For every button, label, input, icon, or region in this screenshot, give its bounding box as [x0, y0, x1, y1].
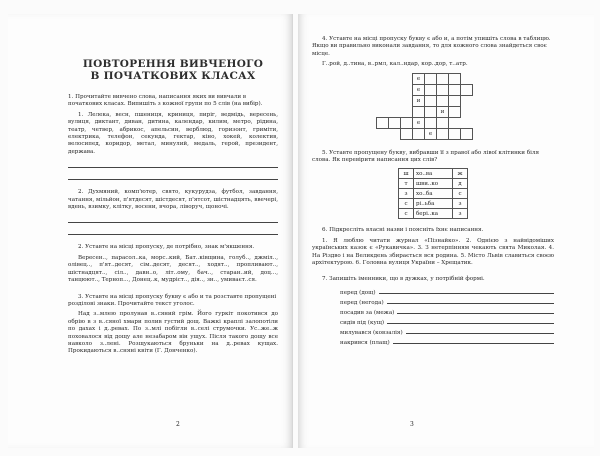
crossword-cell[interactable]: [449, 95, 461, 106]
answer-line[interactable]: [406, 327, 554, 334]
crossword-cell[interactable]: [389, 117, 401, 128]
word-cell: хо..ба: [414, 189, 453, 199]
crossword-cell[interactable]: и: [413, 95, 425, 106]
left-letter[interactable]: с: [399, 209, 414, 219]
crossword-cell[interactable]: [449, 73, 461, 84]
right-page: [298, 14, 594, 448]
answer-line[interactable]: [397, 307, 554, 314]
exercise-1-group-2: 2. Духмяний, комп'ютер, свято, кукурудза, футбол, завдання, чатання, мільйон, п'ятдесят, шістдесят, п'ятсот, шістнадцять, ввечері, вдень, взимку, клітку, восени, вчора, ліворуч, щоночі.: [68, 189, 278, 211]
crossword-cell[interactable]: [449, 84, 461, 95]
crossword-cell[interactable]: [437, 128, 449, 139]
exercise-3-text: Над з..млею пролунав в..сяний грім. Його гуркіт покотився до обрію в з в..сяної хмари полив густий дощ. Важкі краплі залопотіли по дахах і д..ревах. По з..млі побігли в..селі струмочки. Ус..же..ж поховалося від дощу але незабаром він ущух. Після такого дощу все навколо з..лені. Розщукаються бруньки на д..ревах кущах. Прокидаються в..сняні квіти (Г. Донченко).: [68, 311, 278, 355]
crossword-cell[interactable]: и: [437, 106, 449, 117]
crossword-cell[interactable]: [437, 73, 449, 84]
exercise-4-instruction: 4. Уставте на місці пропуску букву є або и, а потім упишіть слова в таблицю. Якщо ви правильно виконали завдання, то для кожного слова знайдеться своє місце.: [312, 36, 551, 57]
word-cell: рі..ьба: [414, 199, 453, 209]
left-letter[interactable]: з: [399, 189, 414, 199]
right-letter[interactable]: ж: [453, 169, 468, 179]
crossword-cell[interactable]: е: [425, 128, 437, 139]
exercise-6-instruction: 6. Підкресліть власні назви і поясніть їхнє написання.: [322, 227, 484, 234]
crossword-cell[interactable]: [437, 95, 449, 106]
exercise-5-instruction: 5. Уставте пропущену букву, вибравши її з правої або лівої клітинки біля слова. Як перевірити написання цих слів?: [312, 149, 540, 164]
right-letter[interactable]: з: [453, 199, 468, 209]
exercise-1-instruction: 1. Прочитайте вивчено слова, написання яких ви вивчали в початкових класах. Випишіть з кожної групи по 5 слів (на вибір).: [68, 94, 263, 108]
fill-row: перед (негода): [340, 297, 554, 307]
word-cell: шви..ко: [414, 179, 453, 189]
exercise-3-instruction: 3. Уставте на місці пропуску букву є або и та розставте пропущені розділові знаки. Прочитайте текст уголос.: [68, 293, 277, 307]
fill-row: посадив за (межа): [340, 307, 554, 317]
crossword-cell[interactable]: [449, 128, 461, 139]
crossword-cell[interactable]: [425, 73, 437, 84]
exercise-2-text: Вересен.., парасол..ка, морс..кий, Бат..ківщина, голуб.., джміл.., олівец.., п'ят..десят, сім..десят, десят.., ходят.., пропливают.., шістнадцят.., сіл.., давн..о, літ..ому, бач.., старан..ий, доц..., танцюют.., Терноп..., Донец..к, мудріст.., дія.., зн.., умиваєт..ся.: [68, 254, 278, 284]
answer-line[interactable]: [387, 317, 554, 324]
crossword-cell[interactable]: [461, 84, 473, 95]
title-line-1: ПОВТОРЕННЯ ВИВЧЕНОГО: [82, 58, 264, 70]
right-letter[interactable]: з: [453, 209, 468, 219]
word-cell: хо..ва: [414, 169, 453, 179]
crossword-cell[interactable]: [401, 128, 413, 139]
exercise-7-instruction: 7. Запишіть іменники, що в дужках, у потрібній формі.: [322, 276, 485, 283]
answer-line[interactable]: [379, 287, 554, 294]
table-row: [399, 199, 468, 209]
exercise-4-words: Г..рой, д..тина, в..рмл, кал..ндар, кор..дор, т..атр.: [322, 61, 468, 68]
fill-row: перед (дощ): [340, 287, 554, 297]
answer-line[interactable]: [393, 337, 554, 344]
table-row: [399, 209, 468, 219]
fill-row: милувався (ковзалія): [340, 327, 554, 337]
crossword-cell[interactable]: е: [413, 73, 425, 84]
left-letter[interactable]: с: [399, 199, 414, 209]
answer-line: [68, 159, 278, 168]
fill-row: сидів під (кущ): [340, 317, 554, 327]
answer-line[interactable]: [387, 297, 554, 304]
crossword-cell[interactable]: [437, 117, 449, 128]
crossword-cell[interactable]: [449, 106, 461, 117]
crossword-cell[interactable]: [425, 84, 437, 95]
title-line-2: В ПОЧАТКОВИХ КЛАСАХ: [90, 70, 256, 82]
exercise-6-text: 1. Я люблю читати журнал «Пізнайко». 2. Однією з найвідоміших українських казок є «Рукавичка». 3. З нетерпінням чекають свята Миколая. 4. На Різдво і на Великдень збирається вся родина. 5. Місто Львів славиться своєю архітектурою. 6. Головна вулиця України – Хрещатик.: [312, 237, 554, 267]
fill-row: накрився (плащ): [340, 337, 554, 347]
crossword-cell[interactable]: [461, 128, 473, 139]
crossword-cell[interactable]: [425, 95, 437, 106]
crossword-cell[interactable]: [377, 117, 389, 128]
answer-line: [68, 171, 278, 180]
left-letter[interactable]: ш: [399, 169, 414, 179]
right-letter[interactable]: с: [453, 189, 468, 199]
crossword-cell[interactable]: [413, 128, 425, 139]
page-number: 2: [176, 421, 180, 428]
exercise-1-group-1: 1. Лелека, весн, пшениця, криниця, пиріг, ведмідь, вересень, вулиця, диктант, диван, дитина, календар, килим, метро, рідина, театр, четвер, абрикос, апельсин, верблюд, горизонт, гриміти, електрика, телефон, секунда, гектар, кіно, хокей, колектив, велосипед, коридор, метал, минулий, медаль, герой, президент, держава.: [68, 111, 278, 155]
answer-line: [68, 214, 278, 223]
crossword-grid: [376, 73, 473, 140]
crossword-cell[interactable]: [413, 106, 425, 117]
exercise-2-instruction: 2. Уставте на місці пропуску, де потрібно, знак м'якшення.: [78, 244, 255, 251]
left-page: [8, 14, 293, 448]
crossword-cell[interactable]: е: [413, 84, 425, 95]
page-number: 3: [410, 421, 414, 428]
table-row: [399, 179, 468, 189]
crossword-cell[interactable]: е: [413, 117, 425, 128]
crossword-cell[interactable]: [425, 117, 437, 128]
table-row: [399, 169, 468, 179]
answer-line: [68, 226, 278, 235]
crossword-cell[interactable]: [425, 106, 437, 117]
crossword-cell[interactable]: [401, 117, 413, 128]
crossword-cell[interactable]: [437, 84, 449, 95]
letter-choice-table: [398, 168, 468, 219]
right-letter[interactable]: д: [453, 179, 468, 189]
page-title: [68, 58, 278, 82]
word-cell: бері..ка: [414, 209, 453, 219]
left-letter[interactable]: т: [399, 179, 414, 189]
table-row: [399, 189, 468, 199]
